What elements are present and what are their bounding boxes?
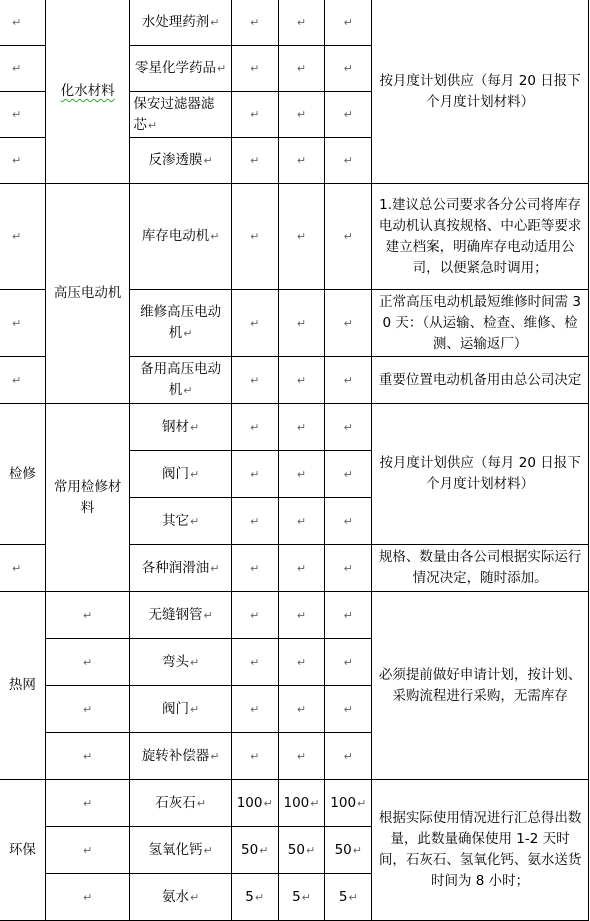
- group-label: 化水材料: [60, 83, 115, 99]
- item-cell: 备用高压电动机↵: [130, 357, 231, 404]
- item-cell: 其它↵: [130, 498, 231, 545]
- note-text: 必须提前做好申请计划，按计划、采购流程进行采购，无需库存: [378, 666, 582, 704]
- qty-cell: ↵: [231, 0, 278, 46]
- qty-cell: ↵: [278, 357, 325, 404]
- section-cell: ↵: [0, 357, 45, 404]
- note-cell-kucun: [372, 184, 589, 290]
- qty-cell: ↵: [231, 592, 278, 639]
- qty-cell: ↵: [231, 184, 278, 290]
- item-name: 零星化学药品: [134, 60, 216, 76]
- qty-cell: ↵: [278, 184, 325, 290]
- note-text: 重要位置电动机备用由总公司决定: [378, 371, 582, 388]
- item-cell: 石灰石↵: [130, 780, 231, 827]
- group-cell-huashui: [45, 0, 130, 184]
- qty-cell: 50↵: [231, 827, 278, 874]
- qty-cell: 50↵: [325, 827, 372, 874]
- qty-value: 5: [245, 888, 254, 905]
- qty-cell: ↵: [231, 290, 278, 357]
- table-row: [0, 404, 589, 451]
- table-row: [0, 780, 589, 827]
- item-cell: 水处理药剂↵: [130, 0, 231, 46]
- qty-cell: ↵: [231, 498, 278, 545]
- qty-cell: 100↵: [278, 780, 325, 827]
- item-cell: 阀门↵: [130, 451, 231, 498]
- qty-value: 100: [330, 794, 357, 811]
- qty-cell: ↵: [231, 92, 278, 138]
- item-name: 备用高压电动机: [140, 361, 222, 398]
- note-text: 按月度计划供应（每月 20 日报下个月度计划材料）: [379, 72, 581, 110]
- qty-cell: ↵: [278, 545, 325, 592]
- group-cell: ↵: [45, 733, 130, 780]
- qty-cell: ↵: [325, 138, 372, 184]
- item-cell: 反渗透膜↵: [130, 138, 231, 184]
- note-text: 根据实际使用情况进行汇总得出数量，此数量确保使用 1-2 天时间，石灰石、氢氧化钙、氨水送货时间为 8 小时；: [378, 810, 582, 889]
- section-label: 热网: [8, 677, 36, 693]
- group-cell: ↵: [45, 639, 130, 686]
- qty-cell: ↵: [278, 138, 325, 184]
- item-cell: 维修高压电动机↵: [130, 290, 231, 357]
- qty-cell: ↵: [231, 451, 278, 498]
- qty-cell: ↵: [278, 451, 325, 498]
- note-cell-rewang: [372, 592, 589, 780]
- group-cell: ↵: [45, 780, 130, 827]
- item-cell: 无缝钢管↵: [130, 592, 231, 639]
- qty-cell: ↵: [278, 592, 325, 639]
- qty-value: 5: [292, 888, 301, 905]
- section-cell: ↵: [0, 545, 45, 592]
- qty-cell: ↵: [325, 404, 372, 451]
- qty-cell: 100↵: [325, 780, 372, 827]
- section-cell: ↵: [0, 46, 45, 92]
- item-name: 弯头: [161, 653, 189, 670]
- item-name: 阀门: [161, 465, 189, 482]
- group-cell-changyong: [45, 404, 130, 592]
- qty-value: 50: [241, 841, 259, 858]
- item-cell: 弯头↵: [130, 639, 231, 686]
- group-cell: ↵: [45, 592, 130, 639]
- item-cell: 库存电动机↵: [130, 184, 231, 290]
- item-cell: 氢氧化钙↵: [130, 827, 231, 874]
- note-text: 1.建议总公司要求各分公司将库存电动机认真按规格、中心距等要求建立档案，明确库存电动适用公司，以便紧急时调用；: [378, 196, 582, 276]
- qty-cell: ↵: [231, 639, 278, 686]
- section-cell-rewang: [0, 592, 45, 780]
- item-name: 水处理药剂: [141, 14, 210, 30]
- section-cell-huanbao: [0, 780, 45, 921]
- item-name: 无缝钢管: [148, 606, 203, 623]
- group-cell: ↵: [45, 827, 130, 874]
- qty-cell: 100↵: [231, 780, 278, 827]
- item-cell: 保安过滤器滤芯↵: [130, 92, 231, 138]
- item-name: 钢材: [161, 418, 189, 435]
- qty-cell: ↵: [231, 357, 278, 404]
- section-cell: ↵: [0, 290, 45, 357]
- qty-cell: ↵: [231, 545, 278, 592]
- item-cell: 零星化学药品↵: [130, 46, 231, 92]
- note-cell-huashui: [372, 0, 589, 184]
- qty-cell: ↵: [325, 686, 372, 733]
- section-cell: ↵: [0, 184, 45, 290]
- qty-cell: ↵: [325, 290, 372, 357]
- item-name: 各种润滑油: [141, 559, 210, 576]
- item-name: 保安过滤器滤芯: [133, 95, 215, 133]
- table-row: [0, 184, 589, 290]
- qty-value: 100: [283, 794, 310, 811]
- qty-cell: ↵: [278, 92, 325, 138]
- qty-cell: ↵: [278, 46, 325, 92]
- item-name: 石灰石: [155, 794, 196, 811]
- section-label: 检修: [8, 465, 36, 482]
- item-cell: 旋转补偿器↵: [130, 733, 231, 780]
- qty-cell: ↵: [278, 290, 325, 357]
- group-cell: ↵: [45, 874, 130, 921]
- qty-cell: ↵: [231, 733, 278, 780]
- qty-cell: 5↵: [325, 874, 372, 921]
- qty-cell: ↵: [278, 498, 325, 545]
- qty-cell: ↵: [325, 0, 372, 46]
- qty-cell: ↵: [231, 404, 278, 451]
- qty-cell: ↵: [325, 498, 372, 545]
- qty-cell: ↵: [231, 686, 278, 733]
- qty-cell: ↵: [231, 46, 278, 92]
- section-cell: ↵: [0, 138, 45, 184]
- group-cell: ↵: [45, 686, 130, 733]
- note-text: 规格、数量由各公司根据实际运行情况决定，随时添加。: [378, 549, 582, 586]
- note-text: 按月度计划供应（每月 20 日报下个月度计划材料）: [379, 455, 581, 492]
- qty-value: 5: [338, 888, 348, 905]
- qty-cell: ↵: [325, 451, 372, 498]
- qty-cell: ↵: [278, 639, 325, 686]
- qty-cell: ↵: [278, 404, 325, 451]
- qty-cell: 5↵: [231, 874, 278, 921]
- qty-cell: ↵: [325, 545, 372, 592]
- item-name: 氢氧化钙: [148, 841, 203, 858]
- qty-cell: ↵: [278, 0, 325, 46]
- section-cell: ↵: [0, 0, 45, 46]
- note-cell-changyong: [372, 404, 589, 545]
- item-name: 反渗透膜: [148, 152, 203, 168]
- item-name: 阀门: [161, 700, 189, 717]
- item-cell: 各种润滑油↵: [130, 545, 231, 592]
- item-cell: 氨水↵: [130, 874, 231, 921]
- qty-cell: ↵: [325, 639, 372, 686]
- item-name: 旋转补偿器: [141, 747, 210, 764]
- item-name: 库存电动机: [141, 228, 210, 244]
- item-name: 氨水: [161, 888, 189, 905]
- qty-cell: ↵: [278, 733, 325, 780]
- item-name: 其它: [161, 512, 189, 529]
- group-cell-gaoya: [45, 184, 130, 404]
- qty-cell: ↵: [325, 92, 372, 138]
- note-cell-runhuayou: [372, 545, 589, 592]
- group-label: 高压电动机: [53, 285, 122, 301]
- table-row: [0, 592, 589, 639]
- note-cell-huanbao: [372, 780, 589, 921]
- item-cell: 钢材↵: [130, 404, 231, 451]
- qty-cell: ↵: [325, 592, 372, 639]
- qty-cell: ↵: [325, 184, 372, 290]
- qty-cell: 5↵: [278, 874, 325, 921]
- qty-value: 100: [236, 794, 263, 811]
- qty-cell: 50↵: [278, 827, 325, 874]
- item-cell: 阀门↵: [130, 686, 231, 733]
- section-label: 环保: [8, 841, 36, 858]
- qty-cell: ↵: [325, 46, 372, 92]
- note-cell-beiyong: [372, 357, 589, 404]
- item-name: 维修高压电动机: [140, 304, 222, 341]
- qty-cell: ↵: [325, 357, 372, 404]
- section-cell-jianxiu: [0, 404, 45, 545]
- section-cell: ↵: [0, 92, 45, 138]
- qty-cell: ↵: [278, 686, 325, 733]
- table-row: [0, 0, 589, 46]
- qty-cell: ↵: [231, 138, 278, 184]
- group-label: 常用检修材料: [53, 478, 122, 516]
- note-text: 正常高压电动机最短维修时间需 30 天：（从运输、检查、维修、检测、运输返厂）: [379, 293, 582, 352]
- qty-value: 50: [287, 841, 305, 858]
- qty-value: 50: [334, 841, 352, 858]
- qty-cell: ↵: [325, 733, 372, 780]
- note-cell-weixiu: [372, 290, 589, 357]
